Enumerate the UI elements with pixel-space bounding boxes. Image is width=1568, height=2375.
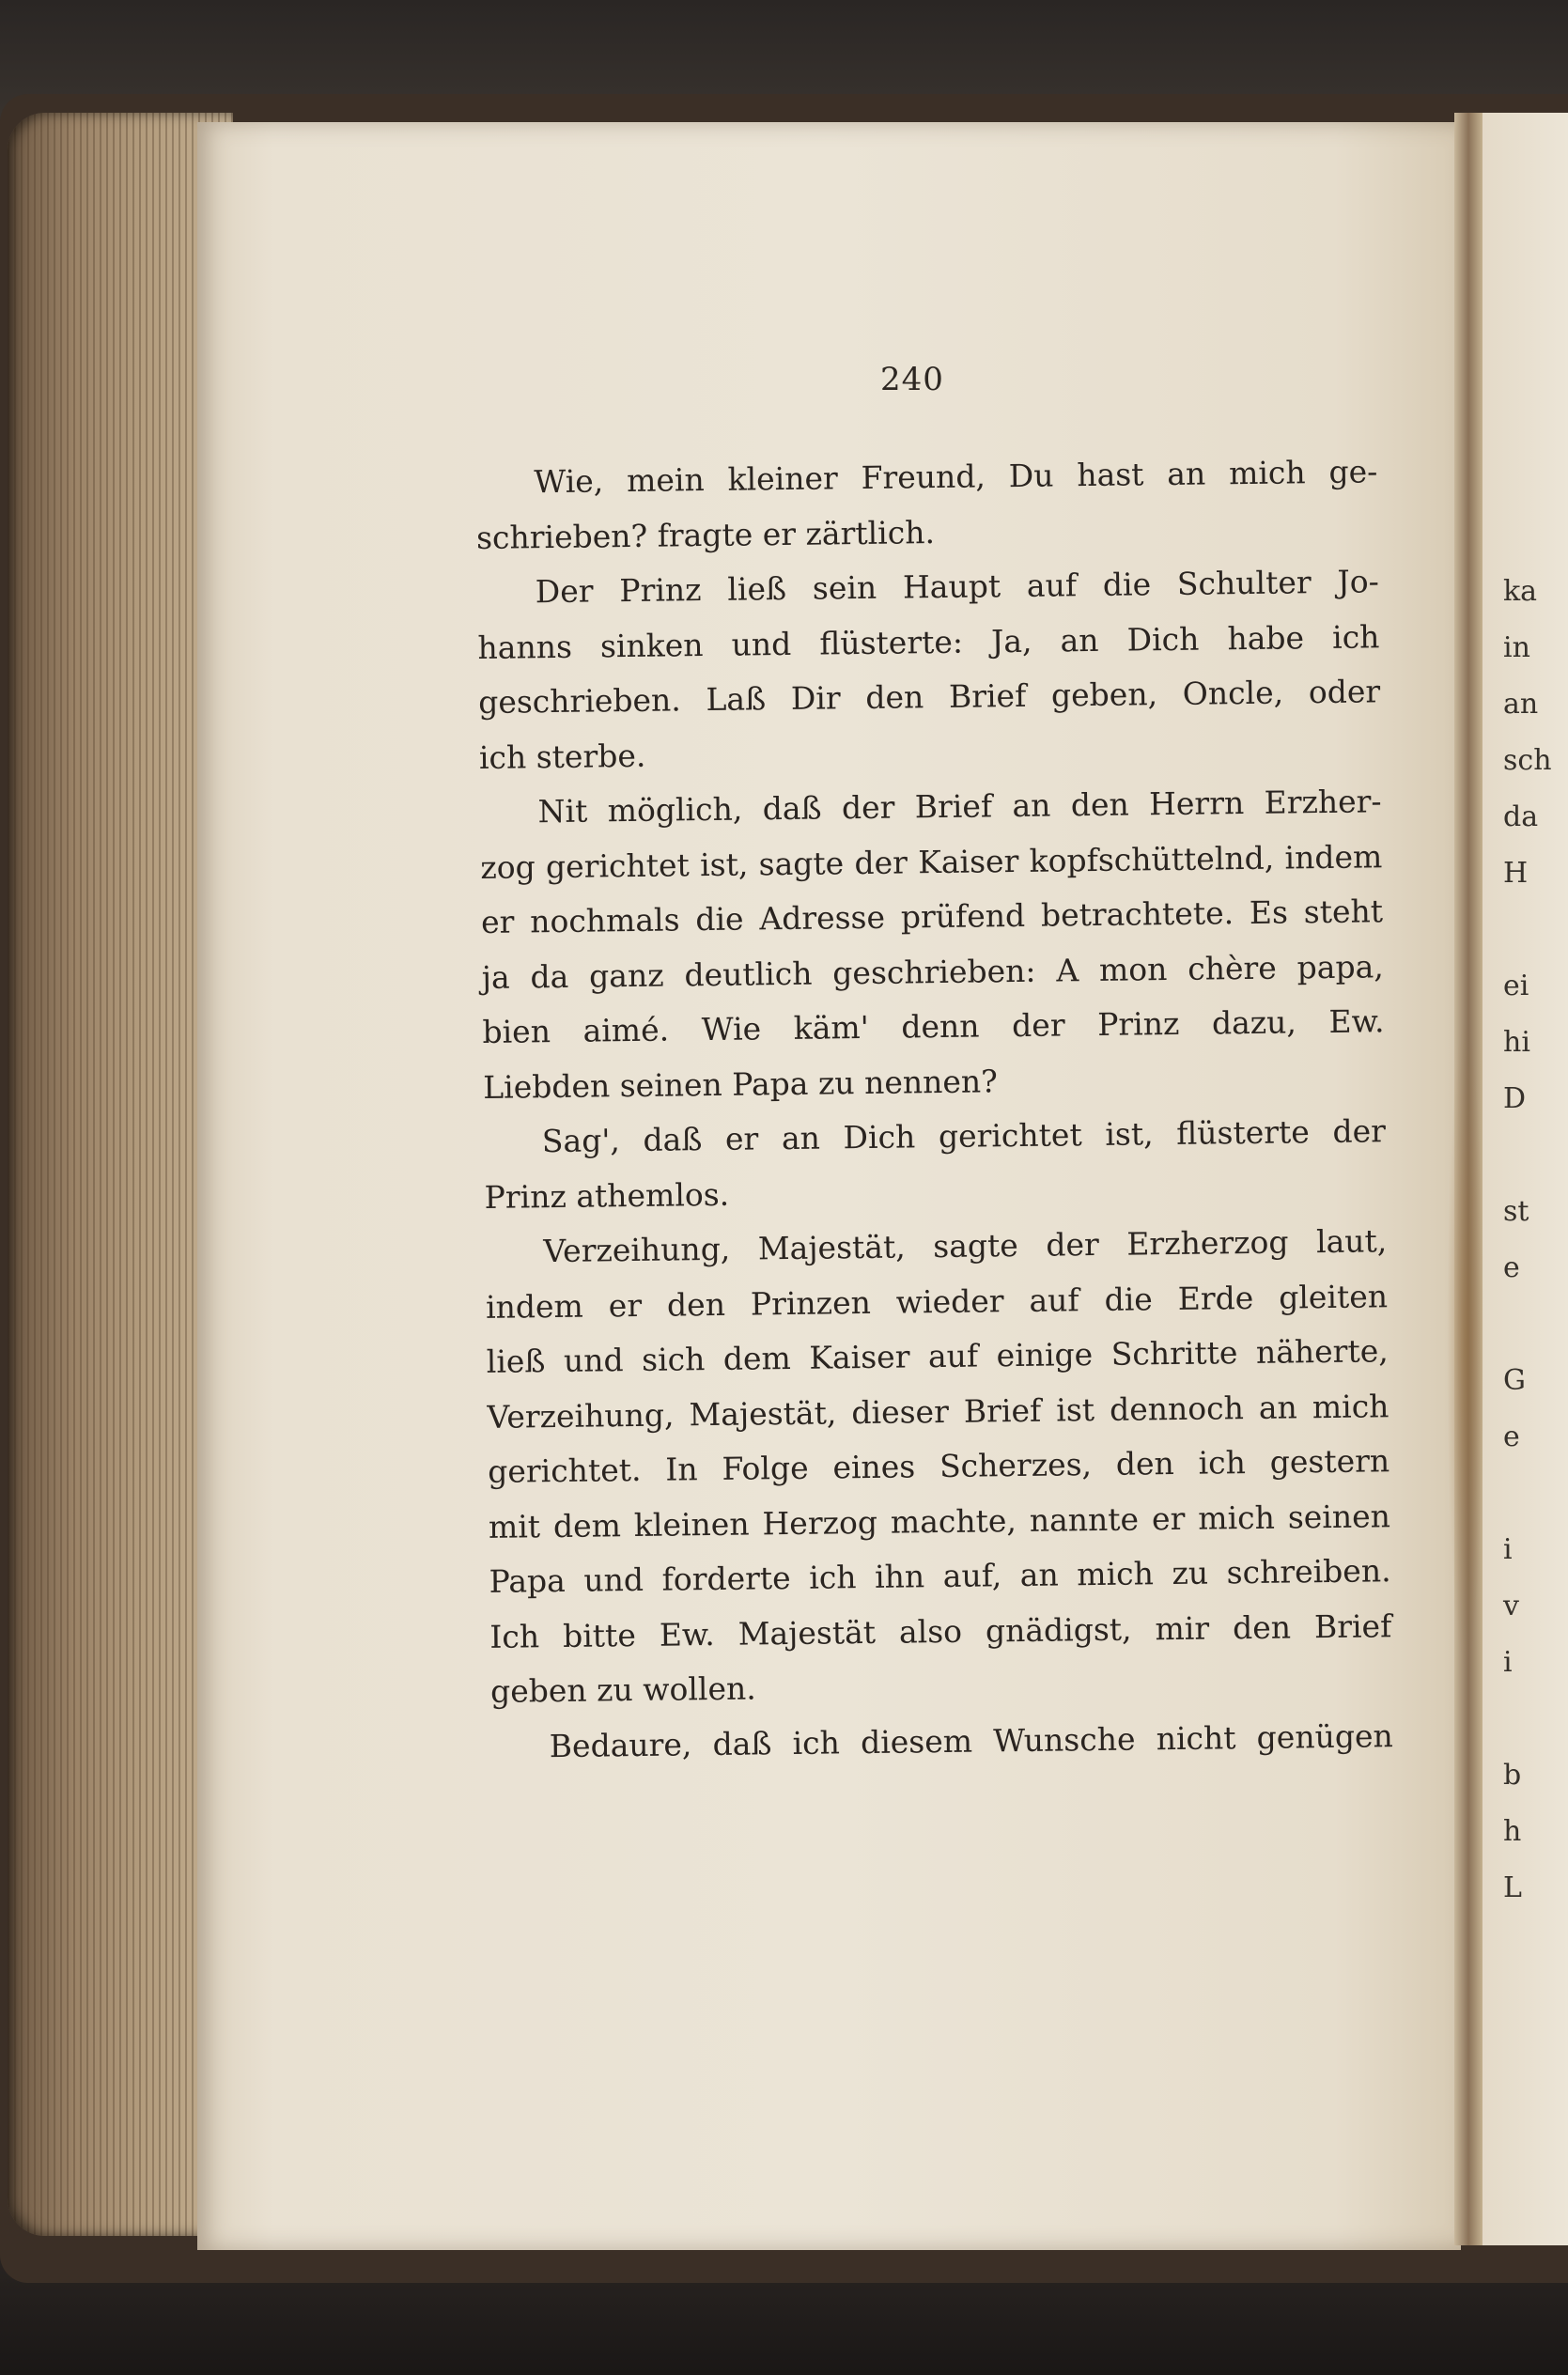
next-page-fragment: ei bbox=[1503, 970, 1529, 1002]
text-line: geschrieben. Laß Dir den Brief geben, Oncle, oder bbox=[477, 673, 1381, 721]
next-page-fragment: sch bbox=[1503, 744, 1552, 777]
next-page-fragment: da bbox=[1503, 800, 1539, 833]
next-page-fragment bbox=[1483, 1466, 1552, 1522]
next-page-fragment: H bbox=[1503, 857, 1529, 890]
text-line: Prinz athemlos. bbox=[484, 1175, 730, 1216]
next-page-edge bbox=[1483, 113, 1568, 2245]
next-page-fragment: i bbox=[1503, 1533, 1513, 1566]
text-line: Liebden seinen Papa zu nennen? bbox=[482, 1062, 999, 1106]
page-number: 240 bbox=[880, 361, 944, 398]
next-page-fragment: G bbox=[1503, 1364, 1526, 1397]
text-line: Wie, mein kleiner Freund, Du hast an mich ge- bbox=[534, 453, 1378, 501]
next-page-fragment: e bbox=[1503, 1251, 1520, 1284]
next-page-fragment: D bbox=[1503, 1082, 1527, 1115]
text-line: Papa und forderte ich ihn auf, an mich zu schreiben. bbox=[489, 1552, 1391, 1600]
text-line: Der Prinz ließ sein Haupt auf die Schulter Jo- bbox=[535, 563, 1379, 611]
text-line: ließ und sich dem Kaiser auf einige Schritte näherte, bbox=[486, 1332, 1389, 1380]
text-line: ja da ganz deutlich geschrieben: A mon chère papa, bbox=[481, 947, 1384, 996]
page-text-block bbox=[475, 444, 1393, 1775]
text-line: er nochmals die Adresse prüfend betrachtete. Es steht bbox=[480, 893, 1384, 940]
next-page-fragment: an bbox=[1503, 688, 1539, 721]
text-line: indem er den Prinzen wieder auf die Erde gleiten bbox=[485, 1277, 1389, 1326]
text-line: Sag', daß er an Dich gerichtet ist, flüsterte der bbox=[541, 1112, 1387, 1160]
next-page-fragment bbox=[1483, 1296, 1552, 1353]
next-page-fragment: L bbox=[1503, 1871, 1522, 1904]
text-line: hanns sinken und flüsterte: Ja, an Dich habe ich bbox=[477, 617, 1380, 666]
next-page-fragment: i bbox=[1503, 1646, 1513, 1679]
next-page-fragments bbox=[1483, 564, 1552, 1917]
text-line: geben zu wollen. bbox=[489, 1669, 756, 1710]
text-line: bien aimé. Wie käm' denn der Prinz dazu, Ew. bbox=[482, 1002, 1385, 1050]
text-line: Nit möglich, daß der Brief an den Herrn Erzher- bbox=[537, 783, 1382, 830]
text-line: gerichtet. In Folge eines Scherzes, den ich gestern bbox=[487, 1442, 1390, 1490]
next-page-fragment bbox=[1483, 902, 1552, 958]
text-line: Bedaure, daß ich diesem Wunsche nicht genügen bbox=[549, 1716, 1393, 1764]
text-line: mit dem kleinen Herzog machte, nannte er mich seinen bbox=[488, 1497, 1391, 1545]
next-page-fragment: st bbox=[1503, 1195, 1529, 1228]
text-line: Ich bitte Ew. Majestät also gnädigst, mir den Brief bbox=[489, 1607, 1392, 1655]
next-page-fragment: e bbox=[1503, 1420, 1520, 1453]
page-stain bbox=[1447, 1015, 1484, 1672]
next-page-fragment: in bbox=[1503, 631, 1530, 664]
next-page-fragment: b bbox=[1503, 1759, 1522, 1792]
next-page-fragment bbox=[1483, 1127, 1552, 1184]
next-page-fragment: v bbox=[1503, 1590, 1519, 1622]
text-line: schrieben? fragte er zärtlich. bbox=[475, 513, 936, 556]
text-line: ich sterbe. bbox=[478, 737, 646, 776]
next-page-fragment: hi bbox=[1503, 1026, 1530, 1059]
next-page-fragment: ka bbox=[1503, 575, 1538, 608]
text-line: Verzeihung, Majestät, sagte der Erzherzog laut, bbox=[543, 1222, 1388, 1270]
next-page-fragment bbox=[1483, 1691, 1552, 1747]
text-line: Verzeihung, Majestät, dieser Brief ist dennoch an mich bbox=[487, 1387, 1389, 1436]
next-page-fragment: h bbox=[1503, 1815, 1522, 1848]
text-line: zog gerichtet ist, sagte der Kaiser kopfschüttelnd, indem bbox=[480, 837, 1383, 886]
